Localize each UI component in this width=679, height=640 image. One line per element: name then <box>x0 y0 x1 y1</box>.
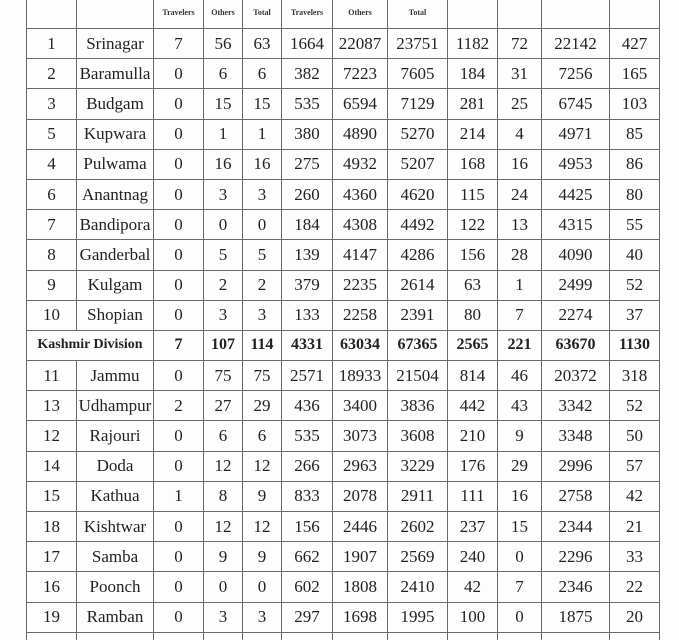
total-cell-c1: 7 <box>154 330 204 360</box>
table-row-cut-off <box>27 632 660 640</box>
value-cell-c9: 3342 <box>542 391 610 421</box>
table-row <box>27 300 660 330</box>
value-cell-c9: 22142 <box>542 29 610 59</box>
value-cell-c6: 3229 <box>388 451 448 481</box>
value-cell-c1: 0 <box>154 512 204 542</box>
header-col-9 <box>448 0 498 29</box>
value-cell-c2: 3 <box>204 300 243 330</box>
value-cell-c3: 6 <box>243 59 282 89</box>
serial-number-cell: 10 <box>27 300 77 330</box>
header-travelers-1: Travelers <box>154 0 204 29</box>
value-cell-c1: 0 <box>154 119 204 149</box>
value-cell-c9: 4953 <box>542 149 610 179</box>
value-cell-c2: 9 <box>204 542 243 572</box>
serial-number-cell: 13 <box>27 391 77 421</box>
value-cell-c8: 29 <box>498 451 542 481</box>
value-cell-c4: 662 <box>282 542 333 572</box>
value-cell-c3: 2 <box>243 270 282 300</box>
table-row <box>27 29 660 59</box>
serial-number-cell: 6 <box>27 179 77 209</box>
value-cell-c10: 86 <box>610 149 660 179</box>
value-cell-c4: 436 <box>282 391 333 421</box>
value-cell-c9: 20372 <box>542 361 610 391</box>
value-cell-c7: 122 <box>448 210 498 240</box>
value-cell-c8: 1 <box>498 270 542 300</box>
district-name-cell: Poonch <box>77 572 154 602</box>
value-cell-c7: 237 <box>448 512 498 542</box>
serial-number-cell: 19 <box>27 602 77 632</box>
serial-number-cell: 7 <box>27 210 77 240</box>
district-name-cell: Anantnag <box>77 179 154 209</box>
division-label: Kashmir Division <box>27 330 154 360</box>
cut-off-cell <box>448 632 498 640</box>
serial-number-cell: 4 <box>27 149 77 179</box>
value-cell-c2: 0 <box>204 572 243 602</box>
value-cell-c4: 133 <box>282 300 333 330</box>
serial-number-cell: 5 <box>27 119 77 149</box>
value-cell-c5: 2235 <box>333 270 388 300</box>
district-name-cell: Budgam <box>77 89 154 119</box>
value-cell-c6: 4492 <box>388 210 448 240</box>
district-name-cell: Kupwara <box>77 119 154 149</box>
cut-off-cell <box>154 632 204 640</box>
value-cell-c10: 85 <box>610 119 660 149</box>
value-cell-c7: 281 <box>448 89 498 119</box>
value-cell-c6: 2602 <box>388 512 448 542</box>
value-cell-c9: 2499 <box>542 270 610 300</box>
value-cell-c5: 4890 <box>333 119 388 149</box>
value-cell-c9: 2758 <box>542 481 610 511</box>
district-name-cell: Ganderbal <box>77 240 154 270</box>
total-cell-c5: 63034 <box>333 330 388 360</box>
value-cell-c6: 3608 <box>388 421 448 451</box>
value-cell-c8: 72 <box>498 29 542 59</box>
table-row <box>27 179 660 209</box>
value-cell-c5: 18933 <box>333 361 388 391</box>
value-cell-c9: 4425 <box>542 179 610 209</box>
value-cell-c5: 4360 <box>333 179 388 209</box>
value-cell-c9: 2996 <box>542 451 610 481</box>
value-cell-c1: 7 <box>154 29 204 59</box>
serial-number-cell: 18 <box>27 512 77 542</box>
value-cell-c8: 43 <box>498 391 542 421</box>
value-cell-c5: 1808 <box>333 572 388 602</box>
value-cell-c10: 318 <box>610 361 660 391</box>
value-cell-c5: 2078 <box>333 481 388 511</box>
value-cell-c4: 1664 <box>282 29 333 59</box>
value-cell-c6: 2569 <box>388 542 448 572</box>
table-row <box>27 512 660 542</box>
value-cell-c3: 15 <box>243 89 282 119</box>
table-row <box>27 542 660 572</box>
value-cell-c7: 115 <box>448 179 498 209</box>
value-cell-c5: 2963 <box>333 451 388 481</box>
value-cell-c3: 0 <box>243 572 282 602</box>
total-cell-c9: 63670 <box>542 330 610 360</box>
header-col-11 <box>542 0 610 29</box>
table-row <box>27 361 660 391</box>
value-cell-c7: 111 <box>448 481 498 511</box>
value-cell-c3: 3 <box>243 602 282 632</box>
value-cell-c1: 0 <box>154 421 204 451</box>
value-cell-c1: 0 <box>154 179 204 209</box>
value-cell-c1: 0 <box>154 542 204 572</box>
value-cell-c5: 4308 <box>333 210 388 240</box>
cut-off-cell <box>27 632 77 640</box>
value-cell-c2: 5 <box>204 240 243 270</box>
value-cell-c7: 240 <box>448 542 498 572</box>
value-cell-c10: 52 <box>610 391 660 421</box>
total-cell-c7: 2565 <box>448 330 498 360</box>
value-cell-c1: 0 <box>154 210 204 240</box>
value-cell-c4: 275 <box>282 149 333 179</box>
value-cell-c10: 22 <box>610 572 660 602</box>
total-cell-c10: 1130 <box>610 330 660 360</box>
kashmir-division-total-row <box>27 330 660 360</box>
table-row <box>27 210 660 240</box>
value-cell-c5: 7223 <box>333 59 388 89</box>
value-cell-c9: 4971 <box>542 119 610 149</box>
value-cell-c6: 21504 <box>388 361 448 391</box>
value-cell-c5: 2258 <box>333 300 388 330</box>
value-cell-c10: 103 <box>610 89 660 119</box>
serial-number-cell: 1 <box>27 29 77 59</box>
value-cell-c3: 12 <box>243 512 282 542</box>
cut-off-cell <box>282 632 333 640</box>
value-cell-c1: 0 <box>154 59 204 89</box>
value-cell-c7: 1182 <box>448 29 498 59</box>
value-cell-c5: 1907 <box>333 542 388 572</box>
value-cell-c10: 20 <box>610 602 660 632</box>
value-cell-c2: 1 <box>204 119 243 149</box>
table-row <box>27 119 660 149</box>
value-cell-c1: 1 <box>154 481 204 511</box>
district-name-cell: Udhampur <box>77 391 154 421</box>
covid-district-table <box>26 0 660 640</box>
value-cell-c4: 266 <box>282 451 333 481</box>
value-cell-c4: 535 <box>282 421 333 451</box>
district-name-cell: Shopian <box>77 300 154 330</box>
value-cell-c6: 7129 <box>388 89 448 119</box>
value-cell-c3: 3 <box>243 300 282 330</box>
value-cell-c9: 3348 <box>542 421 610 451</box>
value-cell-c3: 6 <box>243 421 282 451</box>
value-cell-c2: 6 <box>204 59 243 89</box>
serial-number-cell: 15 <box>27 481 77 511</box>
value-cell-c5: 1698 <box>333 602 388 632</box>
value-cell-c4: 602 <box>282 572 333 602</box>
serial-number-cell: 17 <box>27 542 77 572</box>
value-cell-c3: 63 <box>243 29 282 59</box>
serial-number-cell: 3 <box>27 89 77 119</box>
serial-number-cell: 12 <box>27 421 77 451</box>
value-cell-c6: 1995 <box>388 602 448 632</box>
value-cell-c4: 2571 <box>282 361 333 391</box>
value-cell-c2: 75 <box>204 361 243 391</box>
value-cell-c2: 6 <box>204 421 243 451</box>
value-cell-c10: 21 <box>610 512 660 542</box>
value-cell-c6: 4620 <box>388 179 448 209</box>
value-cell-c6: 2614 <box>388 270 448 300</box>
value-cell-c10: 33 <box>610 542 660 572</box>
value-cell-c8: 16 <box>498 149 542 179</box>
value-cell-c8: 9 <box>498 421 542 451</box>
total-cell-c6: 67365 <box>388 330 448 360</box>
value-cell-c9: 7256 <box>542 59 610 89</box>
value-cell-c7: 80 <box>448 300 498 330</box>
value-cell-c6: 5270 <box>388 119 448 149</box>
value-cell-c9: 4090 <box>542 240 610 270</box>
value-cell-c3: 5 <box>243 240 282 270</box>
value-cell-c8: 15 <box>498 512 542 542</box>
value-cell-c4: 535 <box>282 89 333 119</box>
cut-off-cell <box>388 632 448 640</box>
header-col-10 <box>498 0 542 29</box>
table-row <box>27 89 660 119</box>
value-cell-c5: 4147 <box>333 240 388 270</box>
value-cell-c6: 2911 <box>388 481 448 511</box>
value-cell-c3: 75 <box>243 361 282 391</box>
value-cell-c7: 100 <box>448 602 498 632</box>
value-cell-c7: 442 <box>448 391 498 421</box>
district-name-cell: Samba <box>77 542 154 572</box>
value-cell-c8: 0 <box>498 602 542 632</box>
serial-number-cell: 2 <box>27 59 77 89</box>
value-cell-c10: 42 <box>610 481 660 511</box>
table-row <box>27 602 660 632</box>
cut-off-cell <box>610 632 660 640</box>
value-cell-c3: 0 <box>243 210 282 240</box>
total-cell-c8: 221 <box>498 330 542 360</box>
value-cell-c2: 3 <box>204 602 243 632</box>
header-others-2: Others <box>333 0 388 29</box>
cut-off-cell <box>243 632 282 640</box>
value-cell-c1: 0 <box>154 300 204 330</box>
value-cell-c3: 9 <box>243 481 282 511</box>
cut-off-cell <box>77 632 154 640</box>
value-cell-c6: 5207 <box>388 149 448 179</box>
value-cell-c10: 55 <box>610 210 660 240</box>
district-name-cell: Kathua <box>77 481 154 511</box>
value-cell-c4: 382 <box>282 59 333 89</box>
value-cell-c8: 7 <box>498 300 542 330</box>
header-sno <box>27 0 77 29</box>
district-name-cell: Rajouri <box>77 421 154 451</box>
value-cell-c5: 3073 <box>333 421 388 451</box>
value-cell-c5: 6594 <box>333 89 388 119</box>
value-cell-c8: 24 <box>498 179 542 209</box>
total-cell-c4: 4331 <box>282 330 333 360</box>
value-cell-c1: 0 <box>154 240 204 270</box>
value-cell-c1: 0 <box>154 361 204 391</box>
value-cell-c2: 12 <box>204 451 243 481</box>
serial-number-cell: 11 <box>27 361 77 391</box>
value-cell-c9: 2344 <box>542 512 610 542</box>
value-cell-c4: 833 <box>282 481 333 511</box>
value-cell-c8: 7 <box>498 572 542 602</box>
header-total-2: Total <box>388 0 448 29</box>
value-cell-c1: 2 <box>154 391 204 421</box>
value-cell-c10: 52 <box>610 270 660 300</box>
value-cell-c3: 3 <box>243 179 282 209</box>
value-cell-c10: 165 <box>610 59 660 89</box>
value-cell-c1: 0 <box>154 572 204 602</box>
value-cell-c8: 46 <box>498 361 542 391</box>
value-cell-c6: 4286 <box>388 240 448 270</box>
table-row <box>27 391 660 421</box>
value-cell-c2: 56 <box>204 29 243 59</box>
district-name-cell: Kulgam <box>77 270 154 300</box>
value-cell-c9: 2274 <box>542 300 610 330</box>
total-cell-c3: 114 <box>243 330 282 360</box>
value-cell-c4: 184 <box>282 210 333 240</box>
value-cell-c6: 23751 <box>388 29 448 59</box>
value-cell-c6: 2391 <box>388 300 448 330</box>
table-row <box>27 451 660 481</box>
header-col-12 <box>610 0 660 29</box>
serial-number-cell: 8 <box>27 240 77 270</box>
value-cell-c1: 0 <box>154 602 204 632</box>
value-cell-c5: 4932 <box>333 149 388 179</box>
table-row <box>27 270 660 300</box>
value-cell-c2: 8 <box>204 481 243 511</box>
value-cell-c2: 16 <box>204 149 243 179</box>
value-cell-c8: 25 <box>498 89 542 119</box>
value-cell-c4: 139 <box>282 240 333 270</box>
value-cell-c8: 13 <box>498 210 542 240</box>
value-cell-c2: 2 <box>204 270 243 300</box>
value-cell-c7: 214 <box>448 119 498 149</box>
table-row <box>27 421 660 451</box>
value-cell-c1: 0 <box>154 149 204 179</box>
value-cell-c8: 0 <box>498 542 542 572</box>
table-row <box>27 240 660 270</box>
value-cell-c10: 427 <box>610 29 660 59</box>
value-cell-c10: 37 <box>610 300 660 330</box>
value-cell-c2: 15 <box>204 89 243 119</box>
value-cell-c2: 0 <box>204 210 243 240</box>
value-cell-c7: 184 <box>448 59 498 89</box>
value-cell-c3: 9 <box>243 542 282 572</box>
district-name-cell: Kishtwar <box>77 512 154 542</box>
value-cell-c6: 3836 <box>388 391 448 421</box>
cut-off-cell <box>542 632 610 640</box>
value-cell-c10: 40 <box>610 240 660 270</box>
value-cell-c7: 63 <box>448 270 498 300</box>
value-cell-c5: 2446 <box>333 512 388 542</box>
value-cell-c2: 3 <box>204 179 243 209</box>
value-cell-c10: 80 <box>610 179 660 209</box>
value-cell-c8: 28 <box>498 240 542 270</box>
value-cell-c7: 42 <box>448 572 498 602</box>
district-name-cell: Baramulla <box>77 59 154 89</box>
value-cell-c10: 50 <box>610 421 660 451</box>
value-cell-c5: 22087 <box>333 29 388 59</box>
serial-number-cell: 14 <box>27 451 77 481</box>
value-cell-c4: 260 <box>282 179 333 209</box>
district-name-cell: Pulwama <box>77 149 154 179</box>
header-row <box>27 0 660 29</box>
value-cell-c5: 3400 <box>333 391 388 421</box>
table-row <box>27 481 660 511</box>
value-cell-c3: 12 <box>243 451 282 481</box>
header-others-1: Others <box>204 0 243 29</box>
value-cell-c4: 379 <box>282 270 333 300</box>
table-row <box>27 572 660 602</box>
header-district <box>77 0 154 29</box>
table-row <box>27 149 660 179</box>
header-travelers-2: Travelers <box>282 0 333 29</box>
value-cell-c1: 0 <box>154 270 204 300</box>
district-name-cell: Ramban <box>77 602 154 632</box>
value-cell-c9: 2296 <box>542 542 610 572</box>
value-cell-c3: 16 <box>243 149 282 179</box>
total-cell-c2: 107 <box>204 330 243 360</box>
value-cell-c4: 380 <box>282 119 333 149</box>
cut-off-cell <box>498 632 542 640</box>
value-cell-c8: 31 <box>498 59 542 89</box>
value-cell-c7: 210 <box>448 421 498 451</box>
value-cell-c6: 2410 <box>388 572 448 602</box>
district-name-cell: Jammu <box>77 361 154 391</box>
value-cell-c9: 4315 <box>542 210 610 240</box>
value-cell-c8: 4 <box>498 119 542 149</box>
value-cell-c1: 0 <box>154 89 204 119</box>
serial-number-cell: 9 <box>27 270 77 300</box>
value-cell-c7: 168 <box>448 149 498 179</box>
serial-number-cell: 16 <box>27 572 77 602</box>
value-cell-c2: 12 <box>204 512 243 542</box>
value-cell-c7: 176 <box>448 451 498 481</box>
value-cell-c7: 814 <box>448 361 498 391</box>
value-cell-c8: 16 <box>498 481 542 511</box>
value-cell-c9: 6745 <box>542 89 610 119</box>
table-row <box>27 59 660 89</box>
value-cell-c9: 2346 <box>542 572 610 602</box>
cut-off-cell <box>333 632 388 640</box>
value-cell-c7: 156 <box>448 240 498 270</box>
value-cell-c3: 29 <box>243 391 282 421</box>
value-cell-c6: 7605 <box>388 59 448 89</box>
value-cell-c1: 0 <box>154 451 204 481</box>
value-cell-c4: 297 <box>282 602 333 632</box>
district-name-cell: Srinagar <box>77 29 154 59</box>
cut-off-cell <box>204 632 243 640</box>
district-name-cell: Doda <box>77 451 154 481</box>
value-cell-c3: 1 <box>243 119 282 149</box>
value-cell-c2: 27 <box>204 391 243 421</box>
header-total-1: Total <box>243 0 282 29</box>
value-cell-c9: 1875 <box>542 602 610 632</box>
district-name-cell: Bandipora <box>77 210 154 240</box>
value-cell-c10: 57 <box>610 451 660 481</box>
value-cell-c4: 156 <box>282 512 333 542</box>
